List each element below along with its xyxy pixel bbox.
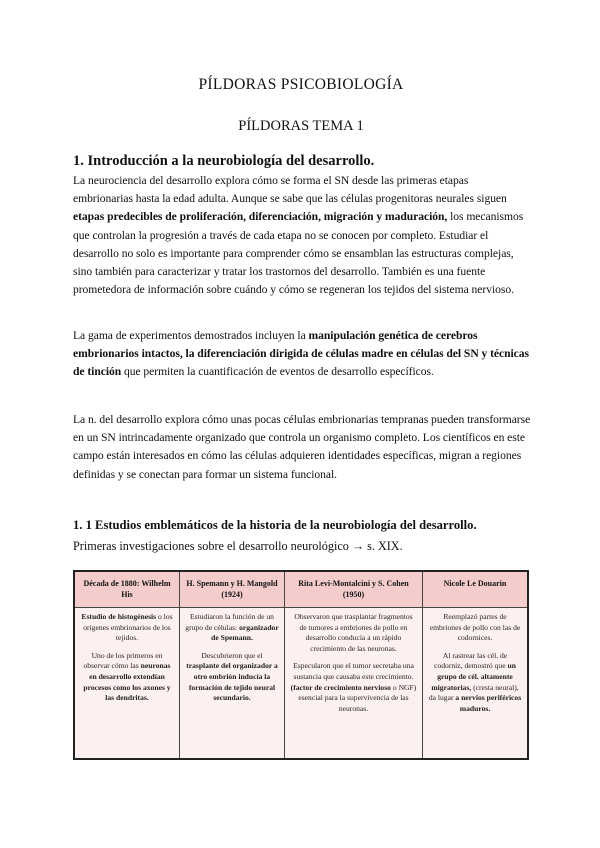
bold-text-run: Estudio de histogénesis [81, 612, 157, 621]
text-run: que permiten la cuantificación de eventos de desarrollo específicos. [121, 365, 434, 379]
paragraph-2 [73, 327, 531, 382]
table-cell-paragraph [80, 612, 174, 644]
table-cell-paragraph [428, 651, 522, 715]
table-body-cell [285, 608, 422, 758]
text-run: La n. del desarrollo explora cómo unas pocas células embrionarias tempranas pueden transformarse en un SN intrincadamente organizado que controla un organismo completo. Los científicos en este campo están interesados en cómo las células adquieren identidades específicas, migran a regiones definidas y se conectan para formar un sistema funcional. [73, 413, 531, 481]
text-run: Al rastrear las cél. de codorniz, demostró que [434, 650, 508, 671]
table-cell-paragraph [185, 612, 279, 644]
table-column [75, 572, 180, 758]
document-subtitle: PÍLDORAS TEMA 1 [238, 118, 364, 134]
text-run: Descubrieron que el [201, 650, 263, 660]
text-run: o NGF) esencial para la supervivencia de las neuronas. [298, 682, 417, 713]
text-run: Reemplazó partes de embriones de pollo con las de codornices. [429, 612, 521, 643]
bold-text-run: neuronas en desarrollo extendían procesos como los axones y las dendritas. [83, 661, 171, 703]
table-header-cell: Década de 1880: Wilhelm His [75, 572, 179, 608]
bold-text-run: un grupo de cél. altamente migratorias, [431, 661, 516, 692]
bold-text-run: a nervios periféricos maduros. [455, 693, 522, 713]
section-1-1-heading: 1. 1 Estudios emblemáticos de la historia de la neurobiología del desarrollo. [73, 518, 477, 532]
table-body-cell [75, 608, 179, 758]
text-run: La neurociencia del desarrollo explora cómo se forma el SN desde las primeras etapas embrionarias hasta la edad adulta. Aunque se sabe que las células progenitoras neurales siguen [73, 174, 507, 206]
text-run: Uno de los primeros en observar cómo las [83, 650, 163, 671]
text-run: La gama de experimentos demostrados incluyen la [73, 329, 309, 342]
table-cell-paragraph [185, 651, 279, 704]
table-cell-paragraph [428, 612, 522, 644]
text-run: Estudiaron la función de un grupo de células: [185, 612, 274, 632]
table-body-cell [423, 608, 527, 758]
section-1-1-intro: Primeras investigaciones sobre el desarrollo neurológico → s. XIX. [73, 539, 403, 553]
bold-text-run: manipulación genética de cerebros embrionarios intactos, la diferenciación dirigida de células madre en células del SN y técnicas de tinción [73, 329, 529, 379]
text-run: (cresta neural), da lugar [428, 682, 519, 703]
table-column [285, 572, 423, 758]
text-run: Especularon que el tumor secretaba una sustancia que causaba este crecimiento. [293, 661, 414, 681]
paragraph-3 [73, 411, 531, 484]
bold-text-run: etapas predecibles de proliferación, diferenciación, migración y maduración, [73, 210, 448, 224]
table-cell-paragraph [80, 651, 174, 704]
text-run: o los orígenes embrionarios de los tejidos. [83, 612, 173, 643]
table-column [180, 572, 285, 758]
table-cell-paragraph [290, 612, 417, 654]
table-body-cell [180, 608, 284, 758]
bold-text-run: organizador de Spemann. [211, 622, 279, 643]
bold-text-run: (factor de crecimiento nervioso [290, 682, 391, 692]
paragraph-1 [73, 172, 531, 299]
document-title: PÍLDORAS PSICOBIOLOGÍA [198, 76, 404, 93]
table-column [423, 572, 527, 758]
history-table [73, 570, 529, 760]
text-run: Observaron que trasplantar fragmentos de tumores a embriones de pollo en desarrollo conducía a un rápido crecimiento de las neuronas. [294, 612, 413, 653]
table-header-cell: Rita Levi-Montalcini y S. Cohen (1950) [285, 572, 422, 608]
table-header-cell: Nicole Le Douarin [423, 572, 527, 608]
bold-text-run: trasplante del organizador a otro embrión inducía la formación de tejido neural secundario. [186, 661, 278, 703]
text-run: los mecanismos que controlan la progresión a través de cada etapa no se conocen por completo. Estudiar el desarrollo no solo es importante para comprender cómo se ensamblan las estructuras complejas, sino también para caracterizar y tratar los trastornos del desarrollo. También es una fuente prometedora de información sobre cuándo y cómo se regeneran los tejidos del sistema nervioso. [73, 210, 524, 297]
table-header-cell: H. Spemann y H. Mangold (1924) [180, 572, 284, 608]
table-cell-paragraph [290, 661, 417, 714]
section-1-heading: 1. Introducción a la neurobiología del desarrollo. [73, 153, 375, 169]
